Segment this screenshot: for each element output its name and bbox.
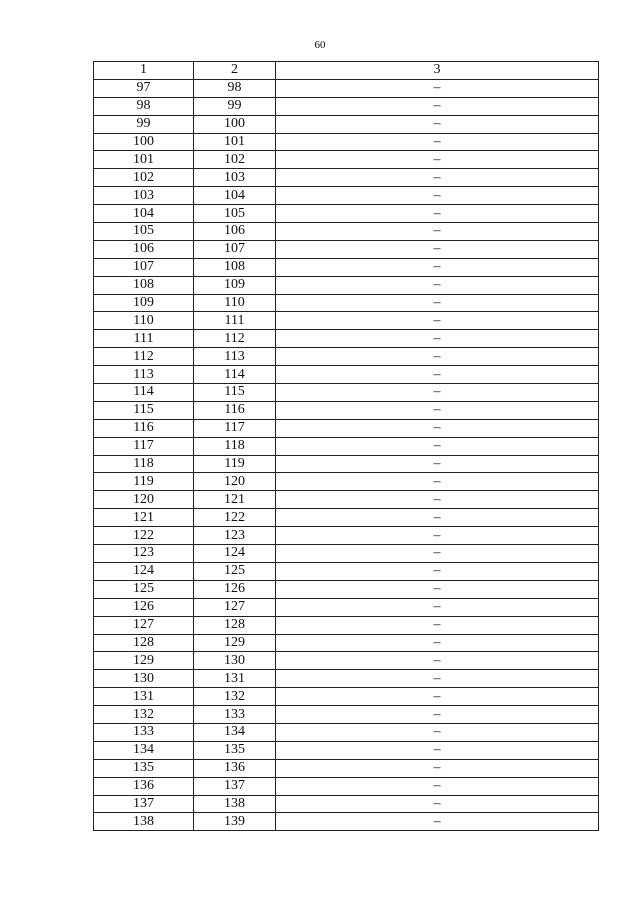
table-cell-col-1: 97 (94, 79, 194, 97)
table-cell-col-3: – (276, 223, 599, 241)
table-cell-col-3: – (276, 79, 599, 97)
table-row (94, 759, 599, 777)
table-cell-col-2: 136 (194, 759, 276, 777)
table-cell-col-3: – (276, 509, 599, 527)
table-row (94, 401, 599, 419)
table-cell-col-1: 103 (94, 187, 194, 205)
table-cell-col-3: – (276, 384, 599, 402)
table-cell-col-3: – (276, 473, 599, 491)
table-cell-col-1: 109 (94, 294, 194, 312)
table-cell-col-1: 101 (94, 151, 194, 169)
table-cell-col-2: 125 (194, 562, 276, 580)
table-cell-col-3: – (276, 688, 599, 706)
table-row (94, 795, 599, 813)
table-cell-col-1: 110 (94, 312, 194, 330)
column-header-1: 1 (94, 62, 194, 80)
table-row (94, 616, 599, 634)
table-cell-col-3: – (276, 115, 599, 133)
table-cell-col-1: 100 (94, 133, 194, 151)
table-cell-col-2: 119 (194, 455, 276, 473)
table-cell-col-2: 105 (194, 205, 276, 223)
table-cell-col-3: – (276, 723, 599, 741)
table-cell-col-2: 109 (194, 276, 276, 294)
table-cell-col-1: 120 (94, 491, 194, 509)
table-cell-col-1: 119 (94, 473, 194, 491)
table-cell-col-2: 131 (194, 670, 276, 688)
table-cell-col-3: – (276, 330, 599, 348)
table-cell-col-3: – (276, 133, 599, 151)
table-row (94, 312, 599, 330)
column-header-2: 2 (194, 62, 276, 80)
table-cell-col-2: 138 (194, 795, 276, 813)
table-cell-col-2: 124 (194, 545, 276, 563)
table-cell-col-3: – (276, 366, 599, 384)
table-cell-col-2: 103 (194, 169, 276, 187)
table-cell-col-3: – (276, 258, 599, 276)
table-cell-col-2: 101 (194, 133, 276, 151)
table-row (94, 169, 599, 187)
table-cell-col-1: 102 (94, 169, 194, 187)
table-row (94, 562, 599, 580)
table-cell-col-3: – (276, 545, 599, 563)
table-cell-col-1: 104 (94, 205, 194, 223)
table-cell-col-1: 98 (94, 97, 194, 115)
table-cell-col-3: – (276, 777, 599, 795)
table-cell-col-3: – (276, 813, 599, 831)
page-number: 60 (314, 39, 326, 51)
table-cell-col-1: 128 (94, 634, 194, 652)
table-row (94, 455, 599, 473)
table-cell-col-3: – (276, 491, 599, 509)
table-cell-col-3: – (276, 706, 599, 724)
table-cell-col-1: 125 (94, 580, 194, 598)
table-cell-col-2: 137 (194, 777, 276, 795)
table-cell-col-2: 132 (194, 688, 276, 706)
table-cell-col-1: 123 (94, 545, 194, 563)
table-cell-col-3: – (276, 652, 599, 670)
table-cell-col-3: – (276, 151, 599, 169)
table-cell-col-1: 133 (94, 723, 194, 741)
table-cell-col-1: 124 (94, 562, 194, 580)
table-cell-col-2: 120 (194, 473, 276, 491)
table-cell-col-1: 122 (94, 527, 194, 545)
table-row (94, 813, 599, 831)
table-cell-col-2: 107 (194, 240, 276, 258)
table-cell-col-1: 105 (94, 223, 194, 241)
table-cell-col-1: 127 (94, 616, 194, 634)
table-body (94, 79, 599, 830)
table-row (94, 79, 599, 97)
table-cell-col-3: – (276, 741, 599, 759)
table-cell-col-2: 118 (194, 437, 276, 455)
table-row (94, 509, 599, 527)
table-header-row (94, 62, 599, 80)
table-cell-col-1: 134 (94, 741, 194, 759)
table-cell-col-2: 114 (194, 366, 276, 384)
table-cell-col-1: 116 (94, 419, 194, 437)
table-cell-col-3: – (276, 294, 599, 312)
table-cell-col-3: – (276, 169, 599, 187)
table-cell-col-1: 135 (94, 759, 194, 777)
table-cell-col-2: 133 (194, 706, 276, 724)
data-table (93, 61, 599, 831)
table-row (94, 330, 599, 348)
table-cell-col-2: 104 (194, 187, 276, 205)
table-cell-col-3: – (276, 401, 599, 419)
table-cell-col-1: 136 (94, 777, 194, 795)
table-cell-col-2: 100 (194, 115, 276, 133)
table-cell-col-1: 117 (94, 437, 194, 455)
table-cell-col-3: – (276, 205, 599, 223)
table-row (94, 652, 599, 670)
table-row (94, 741, 599, 759)
table-cell-col-3: – (276, 580, 599, 598)
table-row (94, 294, 599, 312)
table-cell-col-3: – (276, 312, 599, 330)
table-row (94, 598, 599, 616)
table-cell-col-1: 121 (94, 509, 194, 527)
table-row (94, 384, 599, 402)
table-cell-col-1: 106 (94, 240, 194, 258)
table-cell-col-3: – (276, 795, 599, 813)
table-cell-col-3: – (276, 437, 599, 455)
table-row (94, 419, 599, 437)
table-cell-col-2: 99 (194, 97, 276, 115)
table-row (94, 670, 599, 688)
table-row (94, 240, 599, 258)
table-cell-col-2: 130 (194, 652, 276, 670)
table-cell-col-2: 139 (194, 813, 276, 831)
table-row (94, 276, 599, 294)
table-row (94, 473, 599, 491)
table-cell-col-3: – (276, 527, 599, 545)
table-cell-col-3: – (276, 562, 599, 580)
table-cell-col-3: – (276, 348, 599, 366)
table-cell-col-2: 129 (194, 634, 276, 652)
table-row (94, 688, 599, 706)
table-cell-col-2: 123 (194, 527, 276, 545)
table-cell-col-2: 106 (194, 223, 276, 241)
table-cell-col-2: 116 (194, 401, 276, 419)
table-row (94, 97, 599, 115)
table-cell-col-2: 117 (194, 419, 276, 437)
table-row (94, 437, 599, 455)
table-cell-col-3: – (276, 97, 599, 115)
table-cell-col-1: 118 (94, 455, 194, 473)
table-cell-col-3: – (276, 419, 599, 437)
table-row (94, 545, 599, 563)
table-cell-col-2: 108 (194, 258, 276, 276)
table-cell-col-3: – (276, 187, 599, 205)
table-cell-col-1: 108 (94, 276, 194, 294)
table-row (94, 723, 599, 741)
column-header-3: 3 (276, 62, 599, 80)
table-cell-col-2: 111 (194, 312, 276, 330)
table-row (94, 223, 599, 241)
table-cell-col-2: 127 (194, 598, 276, 616)
table-cell-col-2: 126 (194, 580, 276, 598)
table-cell-col-2: 134 (194, 723, 276, 741)
table-row (94, 634, 599, 652)
table-cell-col-1: 115 (94, 401, 194, 419)
table-cell-col-2: 122 (194, 509, 276, 527)
table-cell-col-1: 113 (94, 366, 194, 384)
table-cell-col-3: – (276, 634, 599, 652)
table-cell-col-2: 102 (194, 151, 276, 169)
table-cell-col-2: 98 (194, 79, 276, 97)
table-cell-col-2: 128 (194, 616, 276, 634)
table-cell-col-1: 111 (94, 330, 194, 348)
table-row (94, 133, 599, 151)
table-cell-col-2: 112 (194, 330, 276, 348)
table-cell-col-3: – (276, 670, 599, 688)
table-row (94, 366, 599, 384)
table-row (94, 187, 599, 205)
table-cell-col-2: 113 (194, 348, 276, 366)
table-row (94, 258, 599, 276)
table-cell-col-3: – (276, 616, 599, 634)
table-row (94, 151, 599, 169)
table-row (94, 580, 599, 598)
table-cell-col-1: 99 (94, 115, 194, 133)
table-cell-col-1: 112 (94, 348, 194, 366)
table-cell-col-3: – (276, 455, 599, 473)
table-cell-col-1: 131 (94, 688, 194, 706)
table-cell-col-1: 129 (94, 652, 194, 670)
table-cell-col-2: 110 (194, 294, 276, 312)
table-cell-col-3: – (276, 240, 599, 258)
table-cell-col-1: 107 (94, 258, 194, 276)
table-row (94, 527, 599, 545)
table-cell-col-1: 114 (94, 384, 194, 402)
table-cell-col-3: – (276, 759, 599, 777)
table-cell-col-2: 115 (194, 384, 276, 402)
table-row (94, 777, 599, 795)
table-cell-col-1: 130 (94, 670, 194, 688)
table-cell-col-3: – (276, 598, 599, 616)
table-cell-col-2: 135 (194, 741, 276, 759)
table-row (94, 348, 599, 366)
table-cell-col-1: 126 (94, 598, 194, 616)
table-cell-col-3: – (276, 276, 599, 294)
table-row (94, 115, 599, 133)
table-row (94, 491, 599, 509)
table-row (94, 205, 599, 223)
table-cell-col-1: 138 (94, 813, 194, 831)
table-cell-col-1: 132 (94, 706, 194, 724)
table-cell-col-2: 121 (194, 491, 276, 509)
table-cell-col-1: 137 (94, 795, 194, 813)
table-row (94, 706, 599, 724)
